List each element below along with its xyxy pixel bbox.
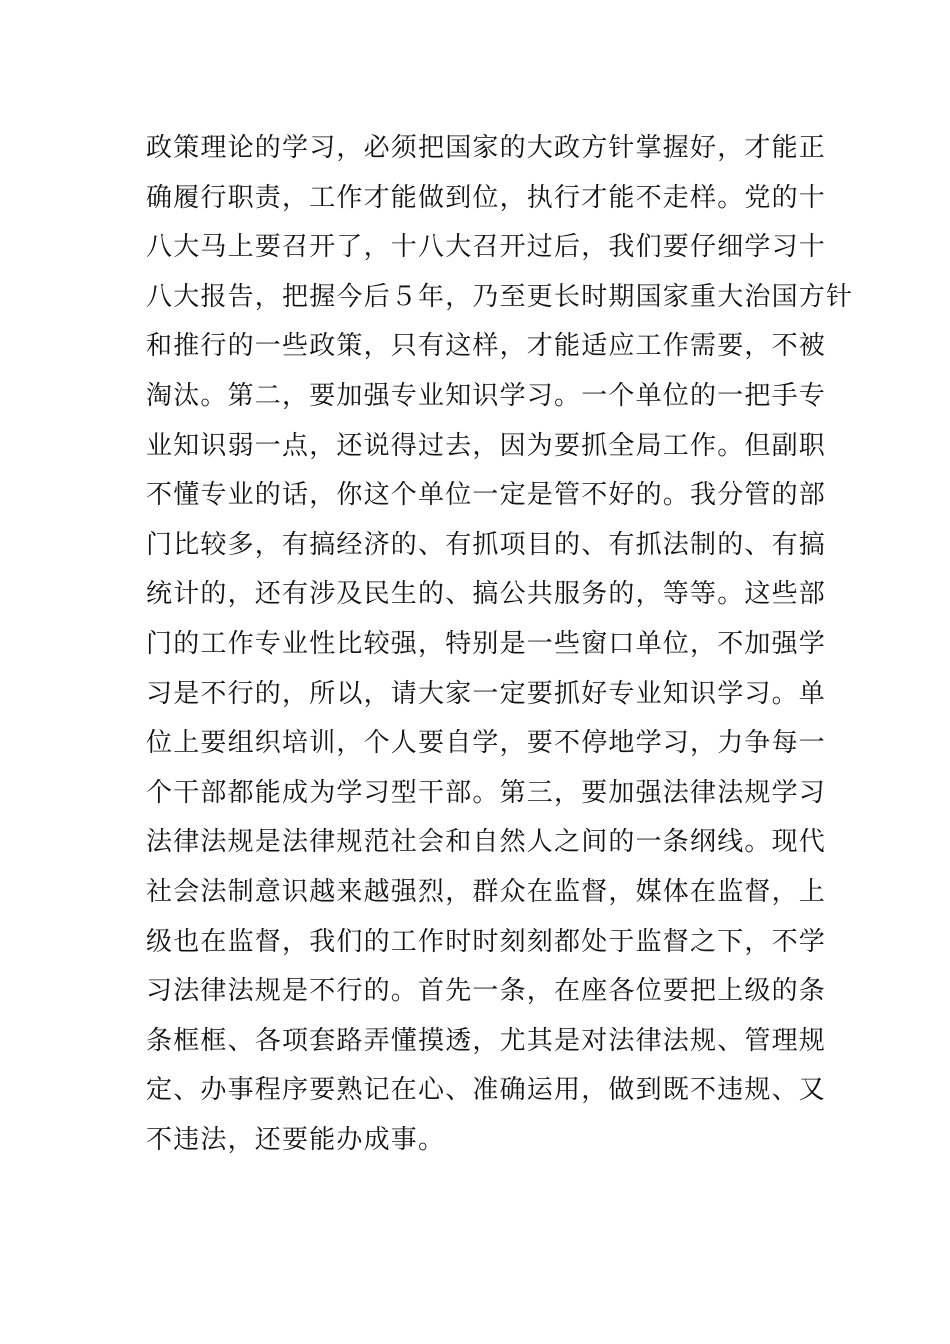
body-text bbox=[146, 124, 854, 1165]
text-line: 和推行的一些政策，只有这样，才能适应工作需要，不被 bbox=[146, 331, 827, 362]
text-line: 条框框、各项套路弄懂摸透，尤其是对法律法规、管理规 bbox=[146, 1025, 827, 1056]
text-line: 个干部都能成为学习型干部。第三，要加强法律法规学习 bbox=[146, 777, 827, 808]
text-line: 不违法，还要能办成事。 bbox=[146, 1124, 446, 1155]
text-line: 淘汰。第二，要加强专业知识学习。一个单位的一把手专 bbox=[146, 380, 827, 411]
text-line: 位上要组织培训，个人要自学，要不停地学习，力争每一 bbox=[146, 728, 827, 759]
text-line: 确履行职责，工作才能做到位，执行才能不走样。党的十 bbox=[146, 182, 827, 213]
text-line: 门比较多，有搞经济的、有抓项目的、有抓法制的、有搞 bbox=[146, 529, 827, 560]
text-line: 业知识弱一点，还说得过去，因为要抓全局工作。但副职 bbox=[146, 430, 827, 461]
text-line: 政策理论的学习，必须把国家的大政方针掌握好，才能正 bbox=[146, 133, 827, 163]
text-line: 级也在监督，我们的工作时时刻刻都处于监督之下，不学 bbox=[146, 926, 827, 957]
text-line: 门的工作专业性比较强，特别是一些窗口单位，不加强学 bbox=[146, 628, 827, 659]
text-line: 统计的，还有涉及民生的、搞公共服务的，等等。这些部 bbox=[146, 579, 827, 610]
text-line: 法律法规是法律规范社会和自然人之间的一条纲线。现代 bbox=[146, 827, 827, 858]
text-line: 八大报告，把握今后５年，乃至更长时期国家重大治国方针 bbox=[146, 281, 854, 312]
text-line: 不懂专业的话，你这个单位一定是管不好的。我分管的部 bbox=[146, 480, 827, 511]
text-line: 习是不行的，所以，请大家一定要抓好专业知识学习。单 bbox=[146, 678, 827, 709]
text-line: 社会法制意识越来越强烈，群众在监督，媒体在监督，上 bbox=[146, 876, 827, 907]
text-line: 八大马上要召开了，十八大召开过后，我们要仔细学习十 bbox=[146, 232, 827, 263]
text-line: 习法律法规是不行的。首先一条，在座各位要把上级的条 bbox=[146, 976, 827, 1007]
text-line: 定、办事程序要熟记在心、准确运用，做到既不违规、又 bbox=[146, 1075, 827, 1106]
